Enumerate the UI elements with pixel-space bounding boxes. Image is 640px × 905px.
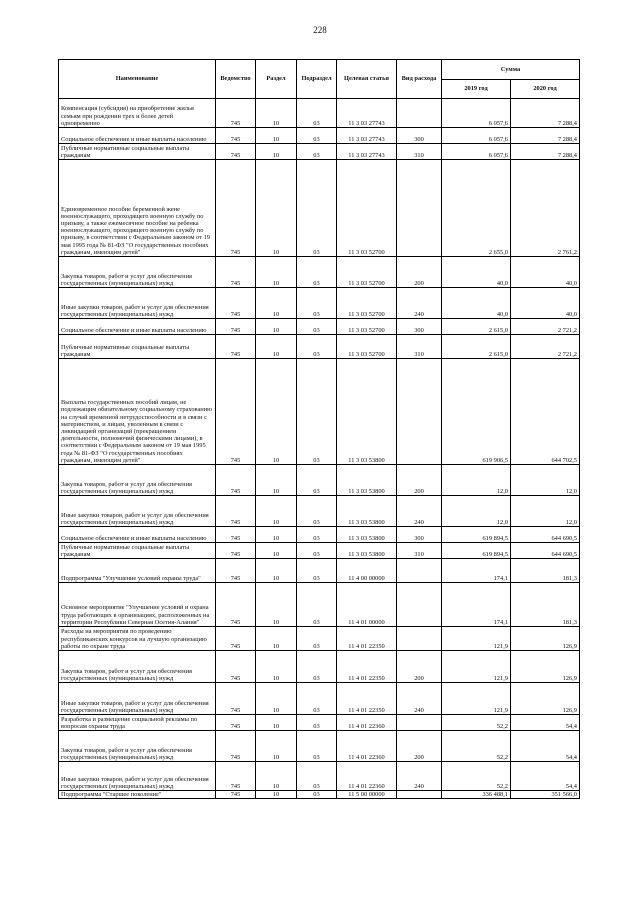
row-section: 10 [256, 257, 297, 288]
table-body [59, 99, 580, 799]
row-name: Социальное обеспечение и иные выплаты населению [59, 319, 216, 335]
row-sum-2020: 2 761,2 [511, 160, 580, 257]
row-expense: 240 [397, 762, 442, 791]
row-subsection: 03 [297, 627, 337, 651]
row-section: 10 [256, 319, 297, 335]
header-section: Раздел [256, 60, 297, 99]
row-name: Расходы на мероприятия по проведению республиканских конкурсов на лучшую организацию работы по охране труда [59, 627, 216, 651]
row-name: Разработка и размещение социальной рекламы по вопросам охраны труда [59, 715, 216, 731]
row-section: 10 [256, 527, 297, 543]
row-sum-2019: 121,9 [442, 683, 511, 715]
row-expense [397, 791, 442, 799]
row-expense [397, 627, 442, 651]
row-section: 10 [256, 335, 297, 359]
row-dept: 745 [216, 160, 256, 257]
row-target: 11 3 03 53800 [337, 465, 397, 496]
row-target: 11 5 00 00000 [337, 791, 397, 799]
row-expense: 300 [397, 527, 442, 543]
row-target: 11 3 03 52700 [337, 160, 397, 257]
row-target: 11 3 03 53800 [337, 359, 397, 465]
row-expense [397, 715, 442, 731]
row-section: 10 [256, 583, 297, 627]
row-section: 10 [256, 128, 297, 144]
row-subsection: 03 [297, 543, 337, 559]
row-subsection: 03 [297, 731, 337, 762]
row-dept: 745 [216, 683, 256, 715]
row-section: 10 [256, 651, 297, 683]
row-expense: 300 [397, 319, 442, 335]
row-name: Основное мероприятие "Улучшение условий и охрана труда работающих в организациях, расположенных на территории Республики Северная Осетия-Алания" [59, 583, 216, 627]
row-dept: 745 [216, 99, 256, 128]
row-dept: 745 [216, 335, 256, 359]
table-row [59, 762, 580, 791]
row-name: Выплаты государственных пособий лицам, не подлежащим обязательному социальному страхованию на случай временной нетрудоспособности и в связи с материнством, и лицам, уволенным в связи с ликвидацией организаций (прекращением деятельности, полномочий физическими лицами), в соответствии с Федеральным законом от 19 мая 1995 года № 81-ФЗ "О государственных пособиях гражданам, имеющим детей" [59, 359, 216, 465]
row-section: 10 [256, 762, 297, 791]
row-target: 11 3 03 27743 [337, 144, 397, 160]
row-name: Подпрограмма "Улучшение условий охраны труда" [59, 559, 216, 583]
row-sum-2020: 126,9 [511, 627, 580, 651]
row-sum-2019: 336 488,1 [442, 791, 511, 799]
row-section: 10 [256, 559, 297, 583]
row-sum-2020: 644 690,5 [511, 543, 580, 559]
row-dept: 745 [216, 627, 256, 651]
row-sum-2020: 40,0 [511, 257, 580, 288]
row-sum-2019: 6 057,6 [442, 99, 511, 128]
table-row [59, 715, 580, 731]
row-sum-2019: 619 894,5 [442, 543, 511, 559]
row-section: 10 [256, 496, 297, 527]
row-section: 10 [256, 627, 297, 651]
row-dept: 745 [216, 762, 256, 791]
row-sum-2020: 54,4 [511, 715, 580, 731]
row-expense: 300 [397, 128, 442, 144]
row-dept: 745 [216, 465, 256, 496]
header-sum: Сумма [442, 60, 580, 80]
row-target: 11 4 01 22360 [337, 715, 397, 731]
table-row [59, 651, 580, 683]
table-row [59, 583, 580, 627]
row-section: 10 [256, 99, 297, 128]
header-name: Наименование [59, 60, 216, 99]
header-year-2020: 2020 год [511, 80, 580, 99]
row-dept: 745 [216, 791, 256, 799]
row-subsection: 03 [297, 319, 337, 335]
row-section: 10 [256, 715, 297, 731]
row-dept: 745 [216, 144, 256, 160]
header-year-2019: 2019 год [442, 80, 511, 99]
row-name: Закупка товаров, работ и услуг для обеспечения государственных (муниципальных) нужд [59, 651, 216, 683]
table-row [59, 465, 580, 496]
row-section: 10 [256, 791, 297, 799]
row-subsection: 03 [297, 257, 337, 288]
row-sum-2019: 2 615,0 [442, 319, 511, 335]
row-sum-2019: 121,9 [442, 627, 511, 651]
row-sum-2020: 351 566,0 [511, 791, 580, 799]
row-target: 11 4 01 22350 [337, 651, 397, 683]
row-sum-2020: 181,3 [511, 583, 580, 627]
row-subsection: 03 [297, 359, 337, 465]
row-name: Публичные нормативные социальные выплаты гражданам [59, 335, 216, 359]
row-sum-2019: 40,0 [442, 288, 511, 319]
row-expense: 200 [397, 257, 442, 288]
table-row [59, 496, 580, 527]
row-subsection: 03 [297, 715, 337, 731]
row-expense [397, 160, 442, 257]
row-subsection: 03 [297, 527, 337, 543]
row-expense: 200 [397, 731, 442, 762]
row-sum-2020: 7 288,4 [511, 144, 580, 160]
row-expense: 240 [397, 683, 442, 715]
row-subsection: 03 [297, 160, 337, 257]
row-target: 11 4 01 00000 [337, 583, 397, 627]
table-row [59, 99, 580, 128]
table-row [59, 543, 580, 559]
row-sum-2020: 54,4 [511, 731, 580, 762]
row-expense: 310 [397, 335, 442, 359]
row-section: 10 [256, 465, 297, 496]
header-expense: Вид расхода [397, 60, 442, 99]
row-sum-2020: 7 288,4 [511, 128, 580, 144]
row-expense: 240 [397, 288, 442, 319]
table-row [59, 128, 580, 144]
table-row [59, 319, 580, 335]
row-subsection: 03 [297, 651, 337, 683]
table-row [59, 257, 580, 288]
row-target: 11 4 01 22350 [337, 683, 397, 715]
row-sum-2019: 52,2 [442, 731, 511, 762]
row-subsection: 03 [297, 683, 337, 715]
row-sum-2019: 174,1 [442, 559, 511, 583]
row-sum-2019: 6 057,6 [442, 144, 511, 160]
row-subsection: 03 [297, 335, 337, 359]
row-sum-2020: 644 690,5 [511, 527, 580, 543]
row-sum-2019: 12,0 [442, 465, 511, 496]
table-row [59, 791, 580, 799]
row-name: Иные закупки товаров, работ и услуг для обеспечения государственных (муниципальных) нужд [59, 496, 216, 527]
budget-table [58, 59, 580, 799]
row-sum-2019: 40,0 [442, 257, 511, 288]
row-expense [397, 359, 442, 465]
row-sum-2020: 12,0 [511, 496, 580, 527]
row-section: 10 [256, 359, 297, 465]
row-target: 11 4 01 22360 [337, 762, 397, 791]
row-expense: 200 [397, 465, 442, 496]
row-sum-2019: 6 057,6 [442, 128, 511, 144]
row-target: 11 3 03 52700 [337, 319, 397, 335]
row-sum-2020: 12,0 [511, 465, 580, 496]
row-name: Единовременное пособие беременной жене военнослужащего, проходящего военную службу по призыву, а также ежемесячное пособие на ребенка военнослужащего, проходящего военную службу по призыву, в соответствии с Федеральным законом от 19 мая 1995 года № 81-ФЗ "О государственных пособиях гражданам, имеющим детей" [59, 160, 216, 257]
row-dept: 745 [216, 288, 256, 319]
row-name: Иные закупки товаров, работ и услуг для обеспечения государственных (муниципальных) нужд [59, 288, 216, 319]
row-sum-2020: 181,3 [511, 559, 580, 583]
row-dept: 745 [216, 715, 256, 731]
row-sum-2020: 2 721,2 [511, 319, 580, 335]
row-expense [397, 583, 442, 627]
table-row [59, 335, 580, 359]
row-name: Компенсация (субсидия) на приобретение жилья семьям при рождении трех и более детей одновременно [59, 99, 216, 128]
row-target: 11 3 03 52700 [337, 288, 397, 319]
row-dept: 745 [216, 731, 256, 762]
row-dept: 745 [216, 651, 256, 683]
row-sum-2019: 174,1 [442, 583, 511, 627]
table-row [59, 144, 580, 160]
row-subsection: 03 [297, 496, 337, 527]
row-target: 11 4 01 22350 [337, 627, 397, 651]
row-name: Иные закупки товаров, работ и услуг для обеспечения государственных (муниципальных) нужд [59, 683, 216, 715]
row-dept: 745 [216, 257, 256, 288]
row-section: 10 [256, 288, 297, 319]
table-row [59, 288, 580, 319]
row-dept: 745 [216, 496, 256, 527]
row-name: Подпрограмма "Старшее поколение" [59, 791, 216, 799]
table-row [59, 683, 580, 715]
row-expense: 310 [397, 144, 442, 160]
table-row [59, 160, 580, 257]
row-sum-2020: 126,9 [511, 683, 580, 715]
row-expense: 240 [397, 496, 442, 527]
row-subsection: 03 [297, 99, 337, 128]
row-dept: 745 [216, 559, 256, 583]
row-sum-2020: 126,9 [511, 651, 580, 683]
row-name: Социальное обеспечение и иные выплаты населению [59, 527, 216, 543]
row-dept: 745 [216, 319, 256, 335]
table-row [59, 627, 580, 651]
row-target: 11 3 03 27743 [337, 99, 397, 128]
row-name: Закупка товаров, работ и услуг для обеспечения государственных (муниципальных) нужд [59, 257, 216, 288]
row-target: 11 4 00 00000 [337, 559, 397, 583]
header-dept: Ведомство [216, 60, 256, 99]
row-sum-2019: 12,0 [442, 496, 511, 527]
row-subsection: 03 [297, 559, 337, 583]
header-target: Целевая статья [337, 60, 397, 99]
row-dept: 745 [216, 527, 256, 543]
row-sum-2019: 121,9 [442, 651, 511, 683]
row-subsection: 03 [297, 128, 337, 144]
row-target: 11 3 03 53800 [337, 543, 397, 559]
row-section: 10 [256, 160, 297, 257]
row-subsection: 03 [297, 583, 337, 627]
row-subsection: 03 [297, 762, 337, 791]
row-sum-2019: 619 906,5 [442, 359, 511, 465]
header-subsection: Подраздел [297, 60, 337, 99]
row-subsection: 03 [297, 791, 337, 799]
row-expense [397, 559, 442, 583]
row-section: 10 [256, 683, 297, 715]
row-target: 11 3 03 53800 [337, 527, 397, 543]
row-target: 11 3 03 52700 [337, 335, 397, 359]
row-subsection: 03 [297, 288, 337, 319]
row-subsection: 03 [297, 465, 337, 496]
row-sum-2020: 7 288,4 [511, 99, 580, 128]
row-target: 11 3 03 52700 [337, 257, 397, 288]
table-row [59, 559, 580, 583]
row-target: 11 3 03 27743 [337, 128, 397, 144]
row-section: 10 [256, 731, 297, 762]
row-name: Публичные нормативные социальные выплаты гражданам [59, 543, 216, 559]
row-section: 10 [256, 543, 297, 559]
row-expense: 200 [397, 651, 442, 683]
row-section: 10 [256, 144, 297, 160]
row-sum-2020: 40,0 [511, 288, 580, 319]
row-target: 11 3 03 53800 [337, 496, 397, 527]
row-expense [397, 99, 442, 128]
row-sum-2020: 54,4 [511, 762, 580, 791]
table-row [59, 731, 580, 762]
row-dept: 745 [216, 359, 256, 465]
row-dept: 745 [216, 583, 256, 627]
row-sum-2019: 2 655,0 [442, 160, 511, 257]
row-sum-2020: 2 721,2 [511, 335, 580, 359]
row-name: Закупка товаров, работ и услуг для обеспечения государственных (муниципальных) нужд [59, 731, 216, 762]
row-sum-2020: 644 702,5 [511, 359, 580, 465]
row-expense: 310 [397, 543, 442, 559]
row-sum-2019: 619 894,5 [442, 527, 511, 543]
row-name: Иные закупки товаров, работ и услуг для обеспечения государственных (муниципальных) нужд [59, 762, 216, 791]
table-row [59, 527, 580, 543]
row-name: Публичные нормативные социальные выплаты гражданам [59, 144, 216, 160]
row-target: 11 4 01 22360 [337, 731, 397, 762]
row-dept: 745 [216, 128, 256, 144]
row-sum-2019: 52,2 [442, 715, 511, 731]
row-name: Социальное обеспечение и иные выплаты населению [59, 128, 216, 144]
row-name: Закупка товаров, работ и услуг для обеспечения государственных (муниципальных) нужд [59, 465, 216, 496]
row-sum-2019: 2 615,0 [442, 335, 511, 359]
page-number: 228 [313, 25, 327, 35]
row-dept: 745 [216, 543, 256, 559]
row-sum-2019: 52,2 [442, 762, 511, 791]
table-row [59, 359, 580, 465]
row-subsection: 03 [297, 144, 337, 160]
